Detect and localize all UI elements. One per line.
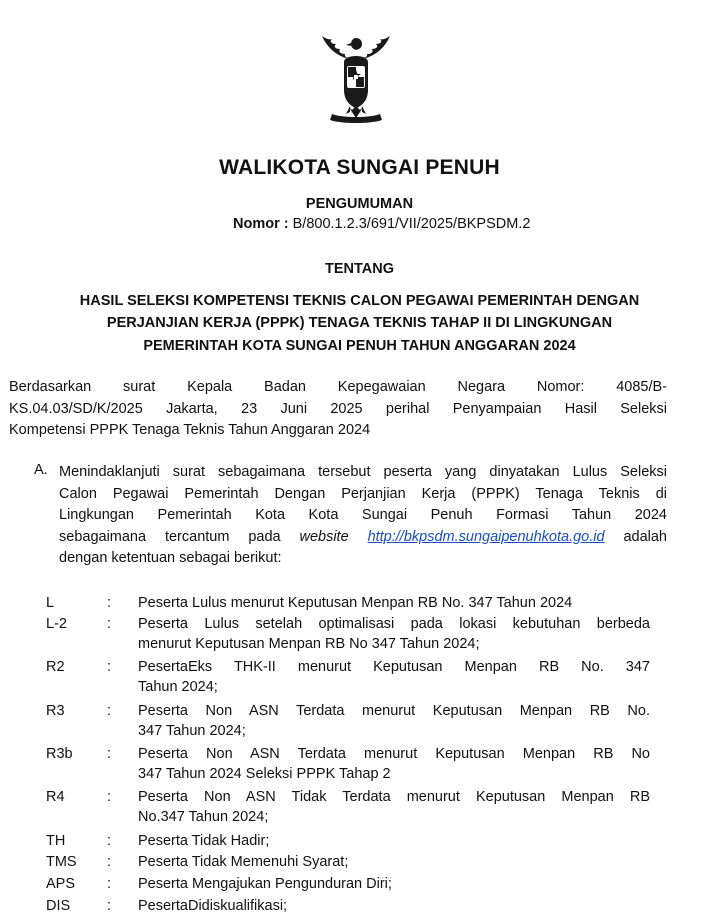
definition-colon: :	[107, 898, 112, 914]
definition-line: Peserta Mengajukan Pengunduran Diri;	[138, 876, 392, 892]
definition-line: PesertaDidiskualifikasi;	[138, 898, 288, 914]
definition-description	[138, 614, 650, 654]
definition-code: DIS	[46, 898, 71, 914]
definition-line: PesertaEks THK-II menurut Keputusan Menpan RB No. 347	[138, 659, 650, 675]
definition-colon: :	[107, 659, 112, 675]
definition-description	[138, 701, 650, 741]
definition-description	[138, 874, 650, 894]
definition-colon: :	[107, 876, 112, 892]
definition-line: Tahun 2024;	[138, 679, 218, 695]
definition-line: Peserta Non ASN Terdata menurut Keputusan Menpan RB No	[138, 746, 650, 762]
definition-line: 347 Tahun 2024 Seleksi PPPK Tahap 2	[138, 766, 391, 782]
definition-description	[138, 831, 650, 851]
number-value: B/800.1.2.3/691/VII/2025/BKPSDM.2	[292, 216, 531, 232]
document-number	[233, 216, 530, 232]
bkpsdm-website-link[interactable]: http://bkpsdm.sungaipenuhkota.go.id	[367, 528, 605, 545]
point-a-marker: A.	[34, 462, 48, 478]
point-a-line4-before: sebagaimana tercantum pada	[59, 528, 300, 545]
intro-paragraph	[9, 377, 667, 442]
intro-line: Kompetensi PPPK Tenaga Teknis Tahun Anggaran 2024	[9, 422, 371, 438]
definition-description	[138, 787, 650, 827]
definition-colon: :	[107, 595, 112, 611]
definition-description	[138, 744, 650, 784]
definition-description	[138, 852, 650, 872]
definition-code: APS	[46, 876, 76, 892]
number-label: Nomor :	[233, 216, 289, 232]
intro-line: KS.04.03/SD/K/2025 Jakarta, 23 Juni 2025 perihal Penyampaian Hasil Seleksi	[9, 400, 667, 417]
definition-line: Peserta Non ASN Terdata menurut Keputusan Menpan RB No.	[138, 703, 650, 719]
document-type: PENGUMUMAN	[305, 196, 414, 212]
point-a-line: dengan ketentuan sebagai berikut:	[59, 550, 282, 566]
point-a-line4-after: adalah	[604, 528, 667, 545]
definition-code: TMS	[46, 854, 77, 870]
definition-line: Peserta Lulus setelah optimalisasi pada lokasi kebutuhan berbeda	[138, 616, 650, 632]
subject-line-3: PEMERINTAH KOTA SUNGAI PENUH TAHUN ANGGARAN 2024	[143, 338, 576, 354]
definition-code: R3	[46, 703, 65, 719]
point-a-line: Calon Pegawai Pemerintah Dengan Perjanjian Kerja (PPPK) Tenaga Teknis di	[59, 485, 667, 502]
definition-colon: :	[107, 746, 112, 762]
definition-line: menurut Keputusan Menpan RB No 347 Tahun 2024;	[138, 636, 480, 652]
definition-colon: :	[107, 703, 112, 719]
definition-code: R2	[46, 659, 65, 675]
definition-colon: :	[107, 833, 112, 849]
definition-code: TH	[46, 833, 66, 849]
definition-line: 347 Tahun 2024;	[138, 723, 246, 739]
subject-line-1: HASIL SELEKSI KOMPETENSI TEKNIS CALON PEGAWAI PEMERINTAH DENGAN	[79, 293, 640, 309]
garuda-emblem-icon	[310, 30, 402, 126]
definition-colon: :	[107, 616, 112, 632]
issuer-title: WALIKOTA SUNGAI PENUH	[219, 156, 500, 179]
definition-code: L	[46, 595, 55, 611]
point-a-line-with-link	[59, 527, 667, 549]
website-word: website	[299, 528, 349, 545]
definition-line: Peserta Lulus menurut Keputusan Menpan RB No. 347 Tahun 2024	[138, 595, 573, 611]
point-a-line: Menindaklanjuti surat sebagaimana tersebut peserta yang dinyatakan Lulus Seleksi	[59, 464, 667, 480]
definition-colon: :	[107, 789, 112, 805]
definition-code: R3b	[46, 746, 73, 762]
subject-line-2: PERJANJIAN KERJA (PPPK) TENAGA TEKNIS TAHAP II DI LINGKUNGAN	[106, 315, 613, 331]
definition-description	[138, 593, 650, 613]
definition-line: No.347 Tahun 2024;	[138, 809, 269, 825]
definition-colon: :	[107, 854, 112, 870]
definition-line: Peserta Tidak Hadir;	[138, 833, 270, 849]
definition-line: Peserta Non ASN Tidak Terdata menurut Keputusan Menpan RB	[138, 789, 650, 805]
definition-line: Peserta Tidak Memenuhi Syarat;	[138, 854, 349, 870]
definition-code: R4	[46, 789, 65, 805]
definition-description	[138, 896, 650, 916]
about-heading: TENTANG	[324, 261, 394, 277]
definition-description	[138, 657, 650, 697]
point-a-paragraph	[59, 462, 667, 570]
point-a-line: Lingkungan Pemerintah Kota Kota Sungai Penuh Formasi Tahun 2024	[59, 507, 667, 523]
definition-code: L-2	[46, 616, 67, 632]
intro-line: Berdasarkan surat Kepala Badan Kepegawaian Negara Nomor: 4085/B-	[9, 379, 667, 395]
